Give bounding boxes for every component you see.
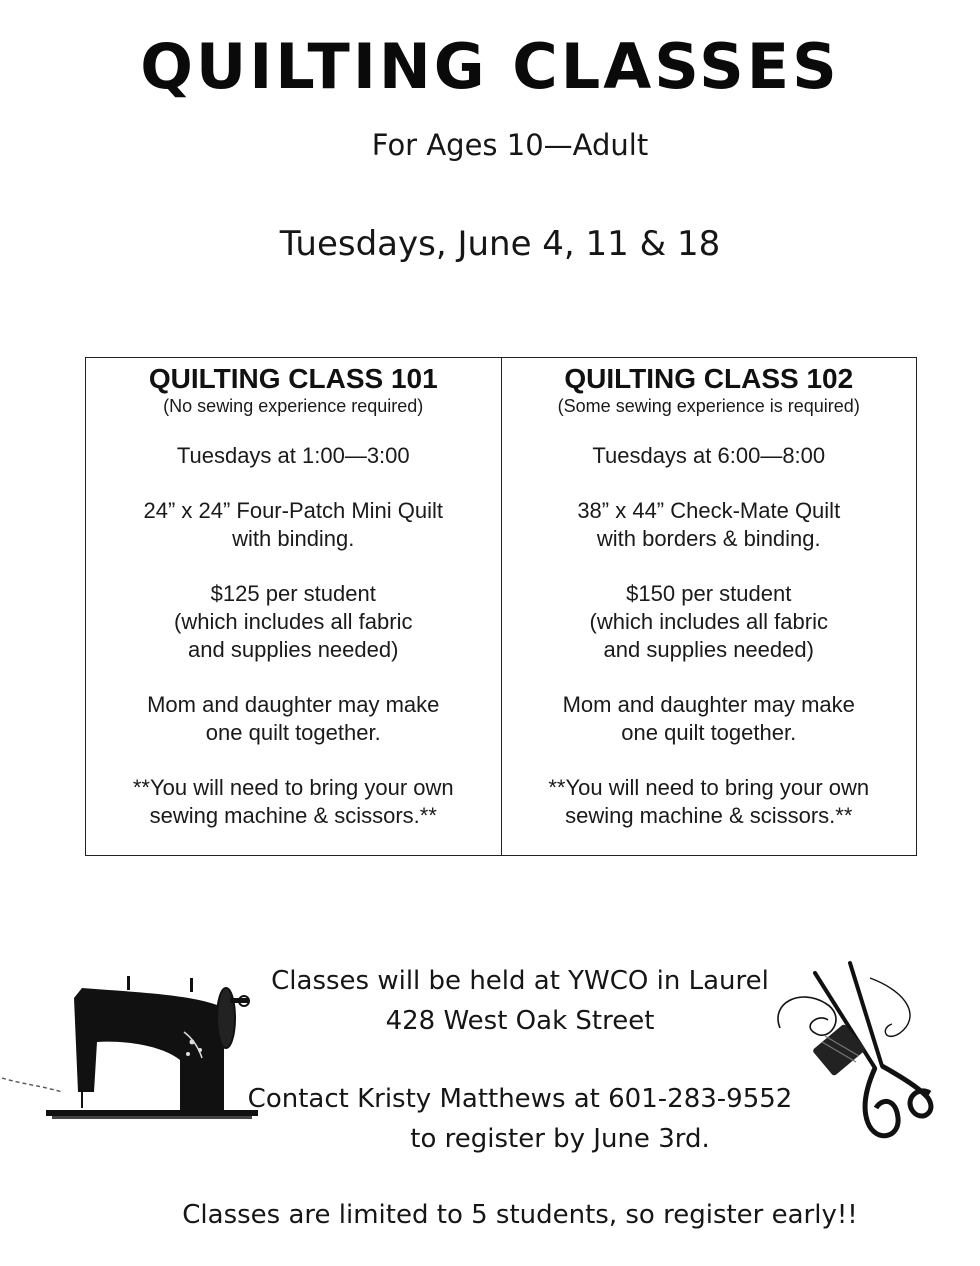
supplies-requirement: **You will need to bring your own sewing machine & scissors.**: [132, 775, 454, 828]
location-line: Classes will be held at YWCO in Laurel: [271, 966, 769, 996]
contact-line: Contact Kristy Matthews at 601-283-9552: [247, 1084, 793, 1114]
class-dates: Tuesdays, June 4, 11 & 18: [279, 224, 721, 264]
sharing-note: Mom and daughter may make one quilt together.: [147, 692, 440, 745]
project-description: 24” x 24” Four-Patch Mini Quilt with binding.: [143, 498, 444, 551]
experience-note: (No sewing experience required): [163, 396, 424, 416]
class-title: QUILTING CLASS 102: [564, 363, 854, 394]
sharing-note: Mom and daughter may make one quilt together.: [562, 692, 855, 745]
class-102-column: [501, 358, 917, 855]
registration-deadline: to register by June 3rd.: [410, 1124, 710, 1154]
address-line: 428 West Oak Street: [385, 1006, 655, 1036]
class-limit-note: Classes are limited to 5 students, so register early!!: [182, 1200, 858, 1230]
experience-note: (Some sewing experience is required): [557, 396, 860, 416]
age-range: For Ages 10—Adult: [371, 128, 649, 162]
project-description: 38” x 44” Check-Mate Quilt with borders & binding.: [577, 498, 841, 551]
class-title: QUILTING CLASS 101: [148, 363, 438, 394]
supplies-requirement: **You will need to bring your own sewing machine & scissors.**: [548, 775, 870, 828]
page-title: QUILTING CLASSES: [140, 30, 840, 103]
class-time: Tuesdays at 6:00—8:00: [592, 443, 826, 468]
price: $125 per student (which includes all fabric and supplies needed): [174, 581, 413, 662]
class-101-column: [86, 358, 501, 855]
price: $150 per student (which includes all fabric and supplies needed): [589, 581, 828, 662]
class-time: Tuesdays at 1:00—3:00: [176, 443, 410, 468]
class-table: [85, 357, 917, 856]
